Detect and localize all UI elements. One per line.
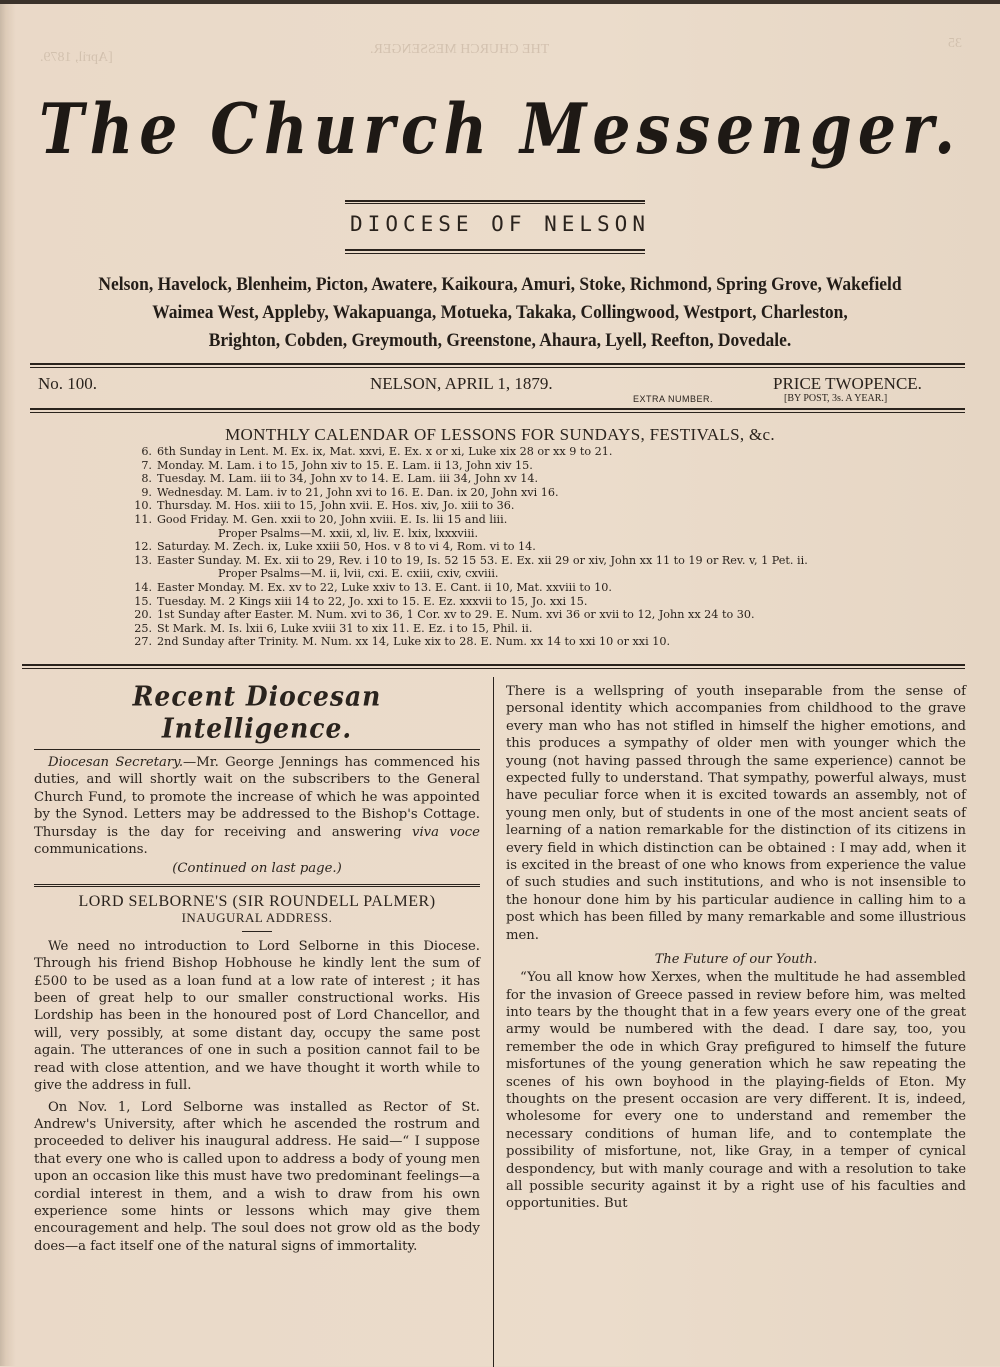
parish-list-line-2: Waimea West, Appleby, Wakapuanga, Motueka, Takaka, Collingwood, Westport, Charleston, — [152, 302, 848, 323]
divider — [345, 253, 645, 254]
secretary-lead: Diocesan Secretary. — [48, 755, 184, 770]
calendar-text: Tuesday. M. Lam. iii to 34, John xv to 14. E. Lam. iii 34, John xv 14. — [157, 472, 539, 486]
calendar-title: MONTHLY CALENDAR OF LESSONS FOR SUNDAYS, FESTIVALS, &c. — [225, 425, 775, 444]
issue-price: PRICE TWOPENCE. — [773, 374, 922, 393]
column-divider — [493, 677, 494, 1367]
calendar-text: Monday. M. Lam. i to 15, John xiv to 15. E. Lam. ii 13, John xiv 15. — [157, 458, 533, 472]
calendar-day: 12. — [134, 540, 152, 554]
divider — [34, 884, 480, 887]
left-column — [34, 677, 480, 1255]
divider — [30, 412, 965, 413]
ghost-header-left: [April, 1879. — [40, 50, 113, 65]
calendar-entry — [118, 622, 998, 636]
right-column — [506, 683, 966, 1213]
divider — [242, 931, 272, 932]
section-title: Recent Diocesan Intelligence. — [132, 680, 382, 744]
calendar-text: Easter Monday. M. Ex. xv to 22, Luke xxiv to 13. E. Cant. ii 10, Mat. xxviii to 10. — [157, 580, 612, 594]
calendar-entry — [118, 540, 998, 554]
calendar-text: 1st Sunday after Easter. M. Num. xvi to 36, 1 Cor. xv to 29. E. Num. xvi 36 or xvii to 12, John xx 24 to 30. — [157, 608, 755, 622]
calendar-psalms: Proper Psalms—M. ii, lvii, cxi. E. cxiii, cxiv, cxviii. — [218, 567, 499, 581]
calendar-text: Wednesday. M. Lam. iv to 21, John xvi to 16. E. Dan. ix 20, John xvi 16. — [157, 485, 559, 499]
secretary-text: —Mr. George Jennings has commenced his duties, and will shortly wait on the subscribers to the General Church Fund, to promote the increase of which he was appointed by the Synod. Letters may be addressed to the Bishop's Cottage. Thursday is the day for receiving and answering — [34, 755, 480, 840]
calendar-day: 9. — [141, 485, 152, 499]
parish-list-line-3: Brighton, Cobden, Greymouth, Greenstone, Ahaura, Lyell, Reefton, Dovedale. — [208, 330, 792, 351]
calendar-day: 6. — [141, 445, 152, 458]
calendar-entry — [118, 486, 998, 500]
article-title: LORD SELBORNE'S (SIR ROUNDELL PALMER) — [78, 892, 436, 910]
ghost-header-right: 35 — [948, 36, 962, 51]
continued-note: (Continued on last page.) — [172, 861, 342, 877]
calendar-day: 27. — [134, 635, 152, 649]
calendar-entry — [118, 635, 998, 649]
calendar-psalms: Proper Psalms—M. xxii, xl, liv. E. lxix, lxxxviii. — [218, 526, 479, 540]
calendar-list — [118, 445, 998, 649]
calendar-day: 11. — [134, 512, 152, 526]
divider — [345, 200, 645, 202]
divider — [345, 203, 645, 204]
calendar-entry — [118, 595, 998, 609]
calendar-day: 25. — [134, 621, 152, 635]
calendar-text: Tuesday. M. 2 Kings xiii 14 to 22, Jo. xxi to 15. E. Ez. xxxvii to 15, Jo. xxi 15. — [157, 594, 588, 608]
diocese-name: DIOCESE OF NELSON — [350, 212, 650, 236]
calendar-text: 2nd Sunday after Trinity. M. Num. xx 14, Luke xix to 28. E. Num. xx 14 to xxi 10 or xxi 10. — [157, 635, 671, 649]
divider — [345, 249, 645, 251]
article-subtitle: INAUGURAL ADDRESS. — [181, 909, 333, 925]
divider — [30, 367, 965, 368]
article-paragraph: On Nov. 1, Lord Selborne was installed as Rector of St. Andrew's University, after which he ascended the rostrum and proceeded to deliver his inaugural address. He said—“ I suppose that every one who is called upon to address a body of young men upon an occasion like this must have two predominant feelings—a cordial interest in them, and a wish to draw from his own experience some hints or lessons which may give them encouragement and help. The soul does not grow old as the body does—a fact itself one of the natural signs of immortality. — [34, 1099, 480, 1254]
article-paragraph: “You all know how Xerxes, when the multitude he had assembled for the invasion of Greece passed in review before him, was melted into tears by the thought that in a few years every one of the great army would be numbered with the dead. I dare say, too, you remember the ode in which Gray prefigured to himself the future misfortunes of the young generation which he saw repeating the scenes of his own boyhood in the playing-fields of Eton. My thoughts on the present occasion are very different. It is, indeed, wholesome for every one to understand and remember the necessary conditions of human life, and to contemplate the possibility of misfortune, not, like Gray, in a temper of cynical despondency, but with manly courage and with a resolution to take all possible security against it by a right use of his faculties and opportunities. But — [506, 970, 966, 1212]
calendar-entry — [118, 499, 998, 513]
calendar-entry — [118, 608, 998, 622]
extra-number-label: EXTRA NUMBER. — [633, 394, 714, 404]
divider — [22, 664, 965, 666]
issue-number: No. 100. — [38, 374, 98, 393]
article-paragraph: We need no introduction to Lord Selborne in this Diocese. Through his friend Bishop Hobhouse he kindly lent the sum of £500 to be used as a loan fund at a low rate of interest ; it has been of great help to our smaller constructional works. His Lordship has been in the honoured post of Lord Chancellor, and will, very possibly, at some distant day, occupy the same post again. The utterances of one in such a position cannot fail to be read with close attention, and we have thought it worth while to give the address in full. — [34, 938, 480, 1094]
calendar-text: Good Friday. M. Gen. xxii to 20, John xviii. E. Is. lii 15 and liii. — [157, 512, 508, 526]
divider — [30, 408, 965, 410]
calendar-day: 13. — [134, 553, 152, 567]
calendar-day: 14. — [134, 580, 152, 594]
masthead-title: The Church Messenger. — [38, 89, 962, 171]
parish-list-line-1: Nelson, Havelock, Blenheim, Picton, Awatere, Kaikoura, Amuri, Stoke, Richmond, Spring Grove, Wakefield — [98, 274, 902, 295]
calendar-entry — [118, 581, 998, 595]
calendar-text: Saturday. M. Zech. ix, Luke xxiii 50, Hos. v 8 to vi 4, Rom. vi to 14. — [157, 540, 536, 554]
subheading: The Future of our Youth. — [654, 952, 818, 968]
calendar-day: 7. — [141, 458, 152, 472]
calendar-day: 10. — [134, 499, 152, 513]
calendar-entry — [118, 445, 998, 459]
calendar-text: Thursday. M. Hos. xiii to 15, John xvii. E. Hos. xiv, Jo. xiii to 36. — [157, 499, 515, 513]
calendar-day: 15. — [134, 594, 152, 608]
calendar-entry — [118, 554, 998, 568]
ghost-header-center: THE CHURCH MESSENGER. — [370, 42, 550, 57]
secretary-notice — [34, 754, 480, 858]
calendar-entry — [118, 513, 998, 527]
article-paragraph: There is a wellspring of youth inseparable from the sense of personal identity which accompanies from childhood to the grave every man who has not stifled in himself the higher emotions, and this produces a sympathy of older men with younger which the young (not having passed through the same experience) cannot be expected fully to understand. That sympathy, powerful always, must have peculiar force when it is excited towards an assembly, not of young men only, but of students in one of the most ancient seats of learning of a nation remarkable for the distinction of its citizens in every field in which distinction can be obtained : I may add, when it is excited in the breast of one who knows from experience the value of such studies and such institutions, and who is not insensible to the honour done him by his particular audience in calling him to a post which has been filled by many remarkable and some illustrious men. — [506, 684, 966, 943]
secretary-italic: viva voce — [412, 824, 480, 840]
calendar-text: 6th Sunday in Lent. M. Ex. ix, Mat. xxvi, E. Ex. x or xi, Luke xix 28 or xx 9 to 21. — [157, 445, 613, 458]
divider — [22, 668, 965, 669]
calendar-text: St Mark. M. Is. lxii 6, Luke xviii 31 to xix 11. E. Ez. i to 15, Phil. ii. — [157, 621, 533, 635]
secretary-text-end: communications. — [34, 842, 148, 858]
postal-price: [BY POST, 3s. A YEAR.] — [784, 393, 888, 404]
calendar-entry — [118, 459, 998, 473]
calendar-text: Easter Sunday. M. Ex. xii to 29, Rev. i 10 to 19, Is. 52 15 53. E. Ex. xii 29 or xiv, John xx 11 to 19 or Rev. v, 1 Pet. ii. — [157, 553, 808, 567]
issue-place-date: NELSON, APRIL 1, 1879. — [370, 374, 553, 393]
calendar-day: 20. — [134, 608, 152, 622]
calendar-day: 8. — [141, 472, 152, 486]
divider — [30, 363, 965, 365]
calendar-entry — [118, 472, 998, 486]
scan-edge — [0, 0, 1000, 4]
divider — [34, 749, 480, 750]
